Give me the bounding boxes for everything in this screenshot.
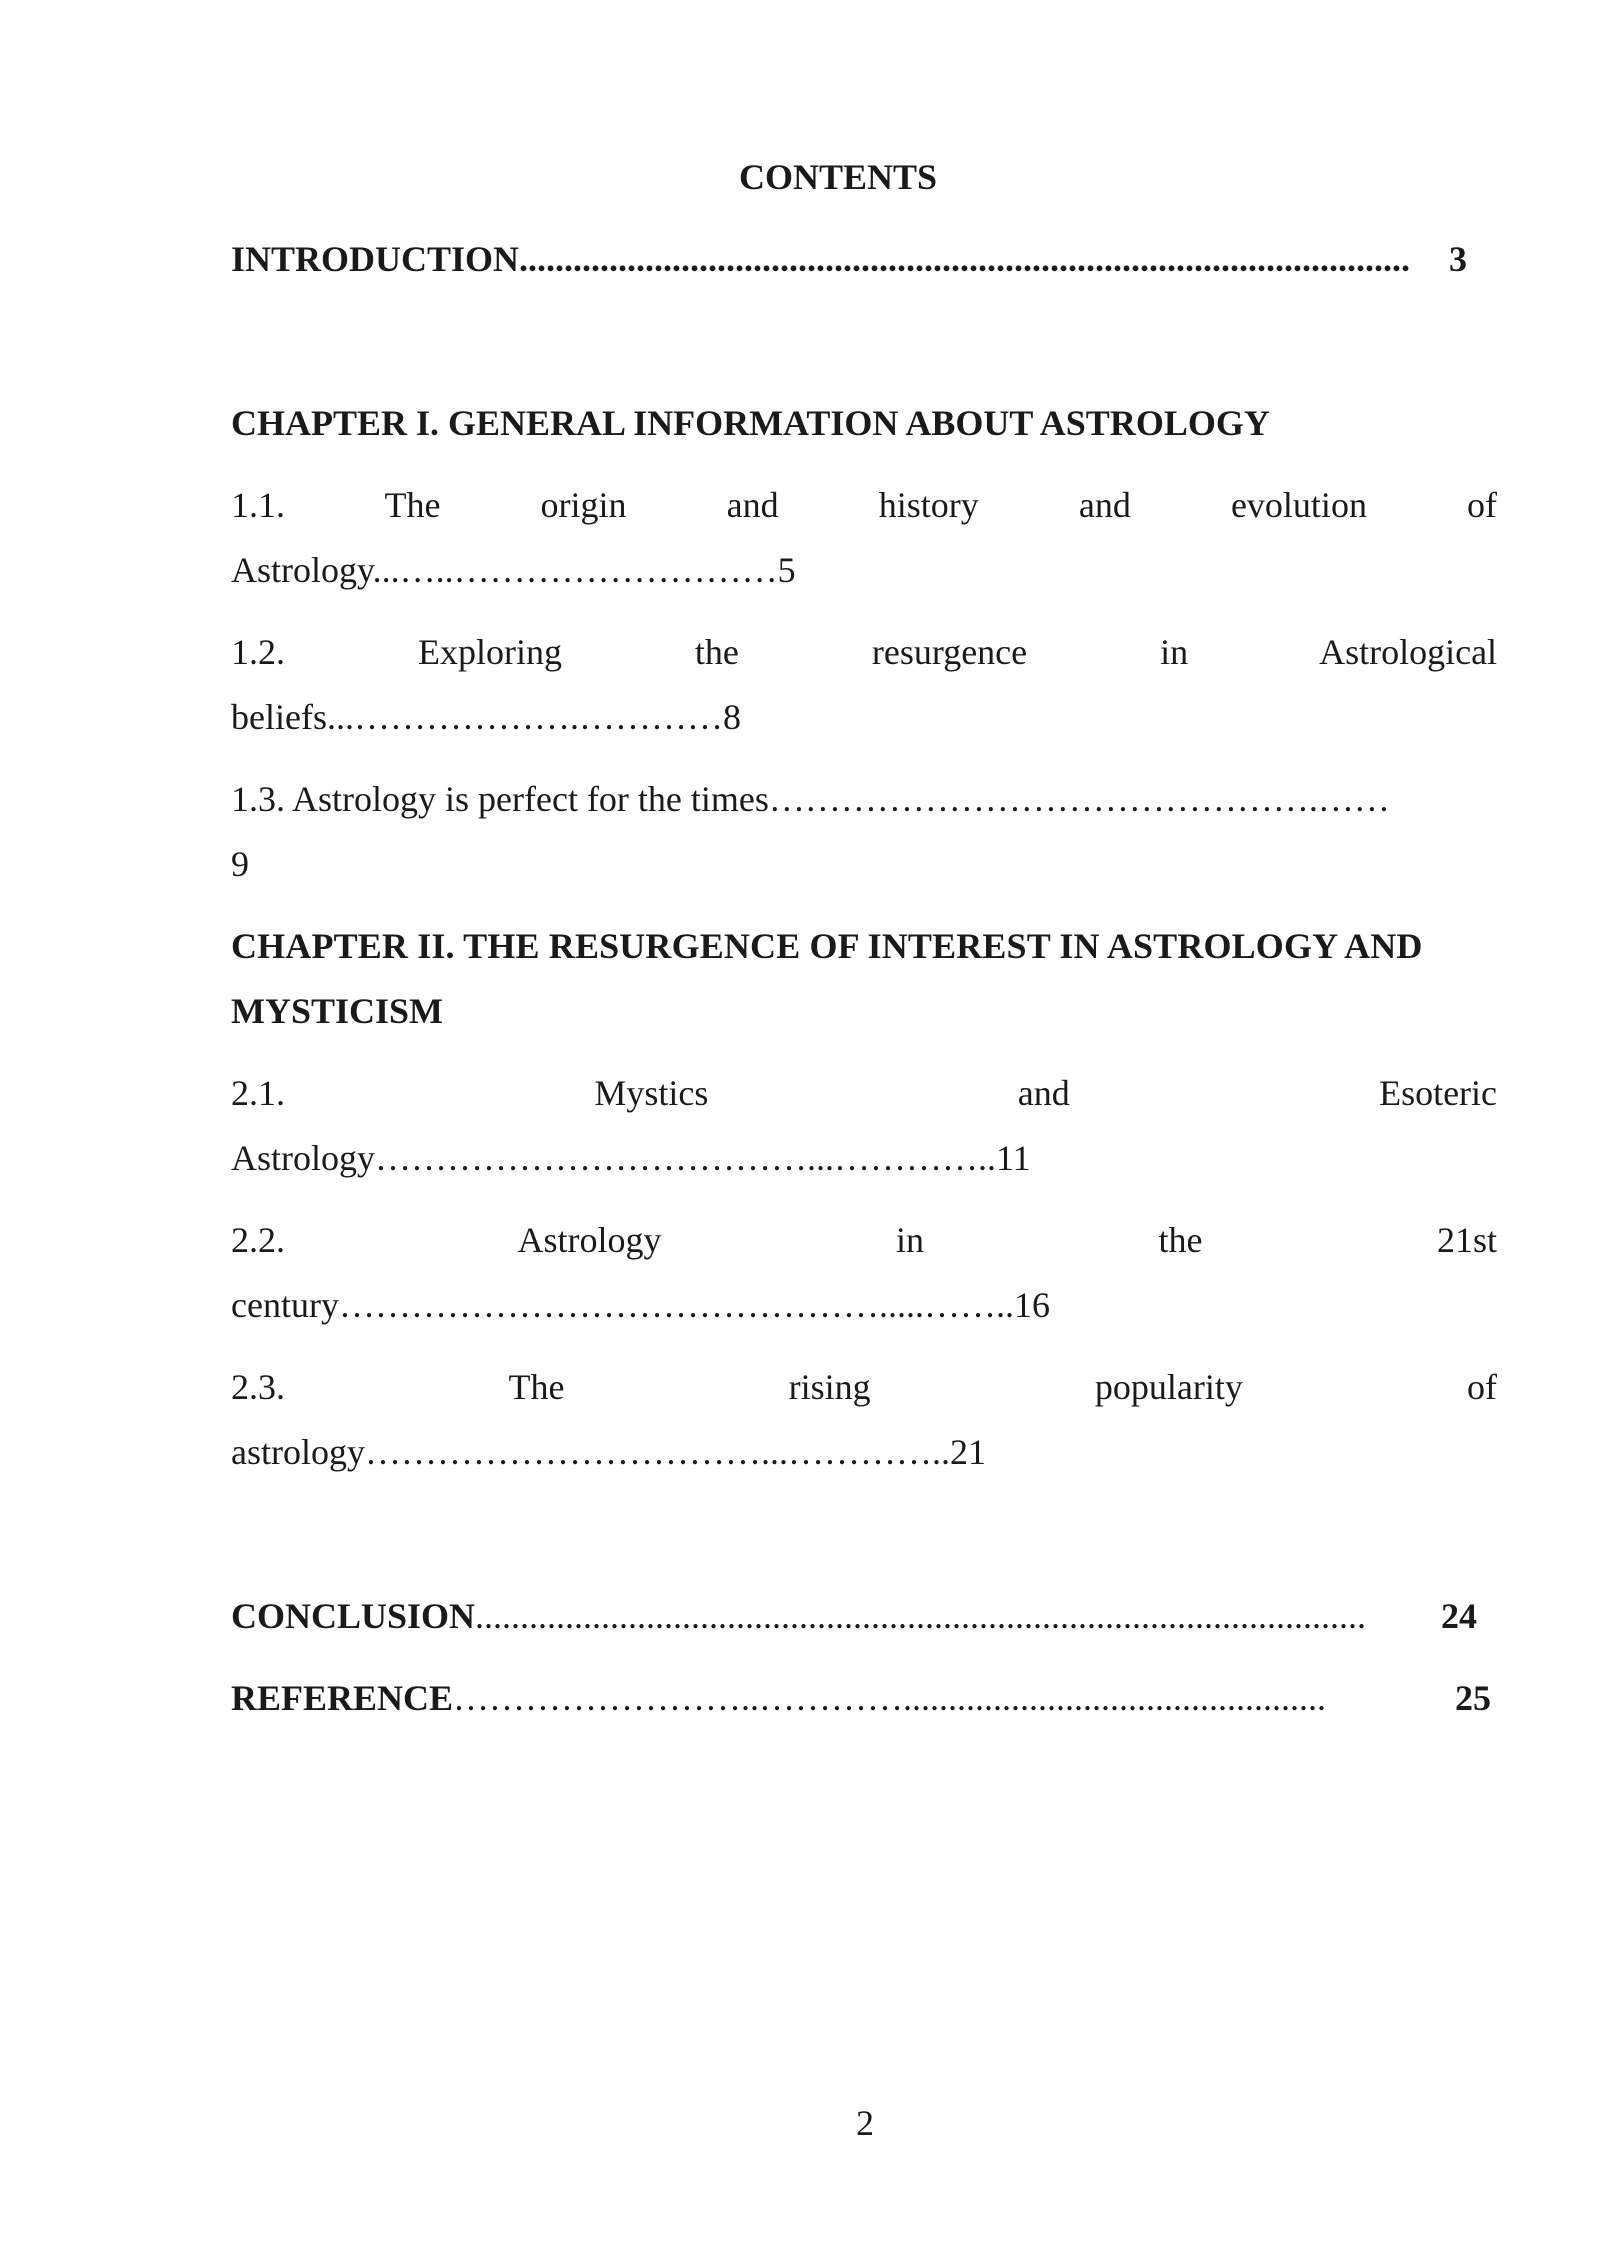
toc-leader: ................................................................................................... (475, 1596, 1367, 1636)
toc-entry-2-1-continuation: Astrology………………………………...…………..11 (231, 1138, 1031, 1178)
toc-entry-introduction (231, 232, 1497, 286)
toc-entry-reference (231, 1671, 1497, 1725)
toc-entry-2-1 (231, 1066, 1497, 1120)
toc-label: REFERENCE (231, 1678, 454, 1718)
toc-leader: ……………………..…………............................................... (453, 1678, 1327, 1718)
toc-entry-1-2 (231, 625, 1497, 679)
toc-word: Astrology (517, 1220, 662, 1260)
toc-entry-2-3-continuation: astrology……………………………...…………..21 (231, 1432, 986, 1472)
toc-word: Exploring (417, 632, 562, 672)
toc-entry-1-2-continuation: beliefs...……………….…………8 (231, 697, 741, 737)
toc-word: 1.2. (231, 632, 285, 672)
toc-word: 2.3. (231, 1367, 285, 1407)
toc-word: and (726, 485, 779, 525)
toc-entry-1-3-page-number: 9 (231, 844, 249, 884)
page-number: 2 (856, 2103, 874, 2143)
toc-page-number: 3 (1449, 239, 1468, 279)
toc-entry-1-1-continuation: Astrology...…..………………………5 (231, 550, 796, 590)
toc-entry-2-2 (231, 1213, 1497, 1267)
toc-leader: ................................................................................................... (519, 239, 1411, 279)
page-title: CONTENTS (738, 157, 938, 197)
toc-label: CONCLUSION (231, 1596, 476, 1636)
toc-entry-2-3 (231, 1360, 1497, 1414)
toc-word: 2.1. (231, 1073, 285, 1113)
toc-word: and (1017, 1073, 1070, 1113)
toc-word: rising (788, 1367, 871, 1407)
chapter-2-heading-line-2: MYSTICISM (231, 991, 444, 1031)
toc-word: in (896, 1220, 925, 1260)
toc-entry-2-2-continuation: century……………………………………….....……..16 (231, 1285, 1050, 1325)
chapter-2-heading-line-1: CHAPTER II. THE RESURGENCE OF INTEREST IN ASTROLOGY AND (231, 926, 1423, 966)
toc-word: 21st (1437, 1220, 1498, 1260)
toc-entry-conclusion (231, 1589, 1497, 1643)
toc-label: INTRODUCTION (231, 239, 520, 279)
toc-word: of (1467, 1367, 1498, 1407)
toc-word: Astrological (1319, 632, 1498, 672)
toc-word: evolution (1230, 485, 1367, 525)
toc-word: the (694, 632, 739, 672)
toc-word: The (508, 1367, 565, 1407)
toc-word: origin (540, 485, 627, 525)
toc-word: popularity (1094, 1367, 1243, 1407)
toc-word: Mystics (594, 1073, 709, 1113)
toc-word: and (1078, 485, 1131, 525)
toc-word: of (1467, 485, 1498, 525)
toc-word: Esoteric (1379, 1073, 1498, 1113)
toc-word: 1.1. (231, 485, 285, 525)
toc-word: resurgence (871, 632, 1028, 672)
toc-page-number: 25 (1455, 1678, 1492, 1718)
toc-word: history (878, 485, 979, 525)
toc-word: the (1158, 1220, 1203, 1260)
toc-entry-1-1 (231, 478, 1497, 532)
toc-word: in (1160, 632, 1189, 672)
toc-page-number: 24 (1441, 1596, 1478, 1636)
toc-word: The (384, 485, 441, 525)
chapter-1-heading: CHAPTER I. GENERAL INFORMATION ABOUT ASTROLOGY (231, 403, 1270, 443)
toc-entry-1-3: 1.3. Astrology is perfect for the times……………………………………….…… (231, 779, 1390, 819)
toc-word: 2.2. (231, 1220, 285, 1260)
